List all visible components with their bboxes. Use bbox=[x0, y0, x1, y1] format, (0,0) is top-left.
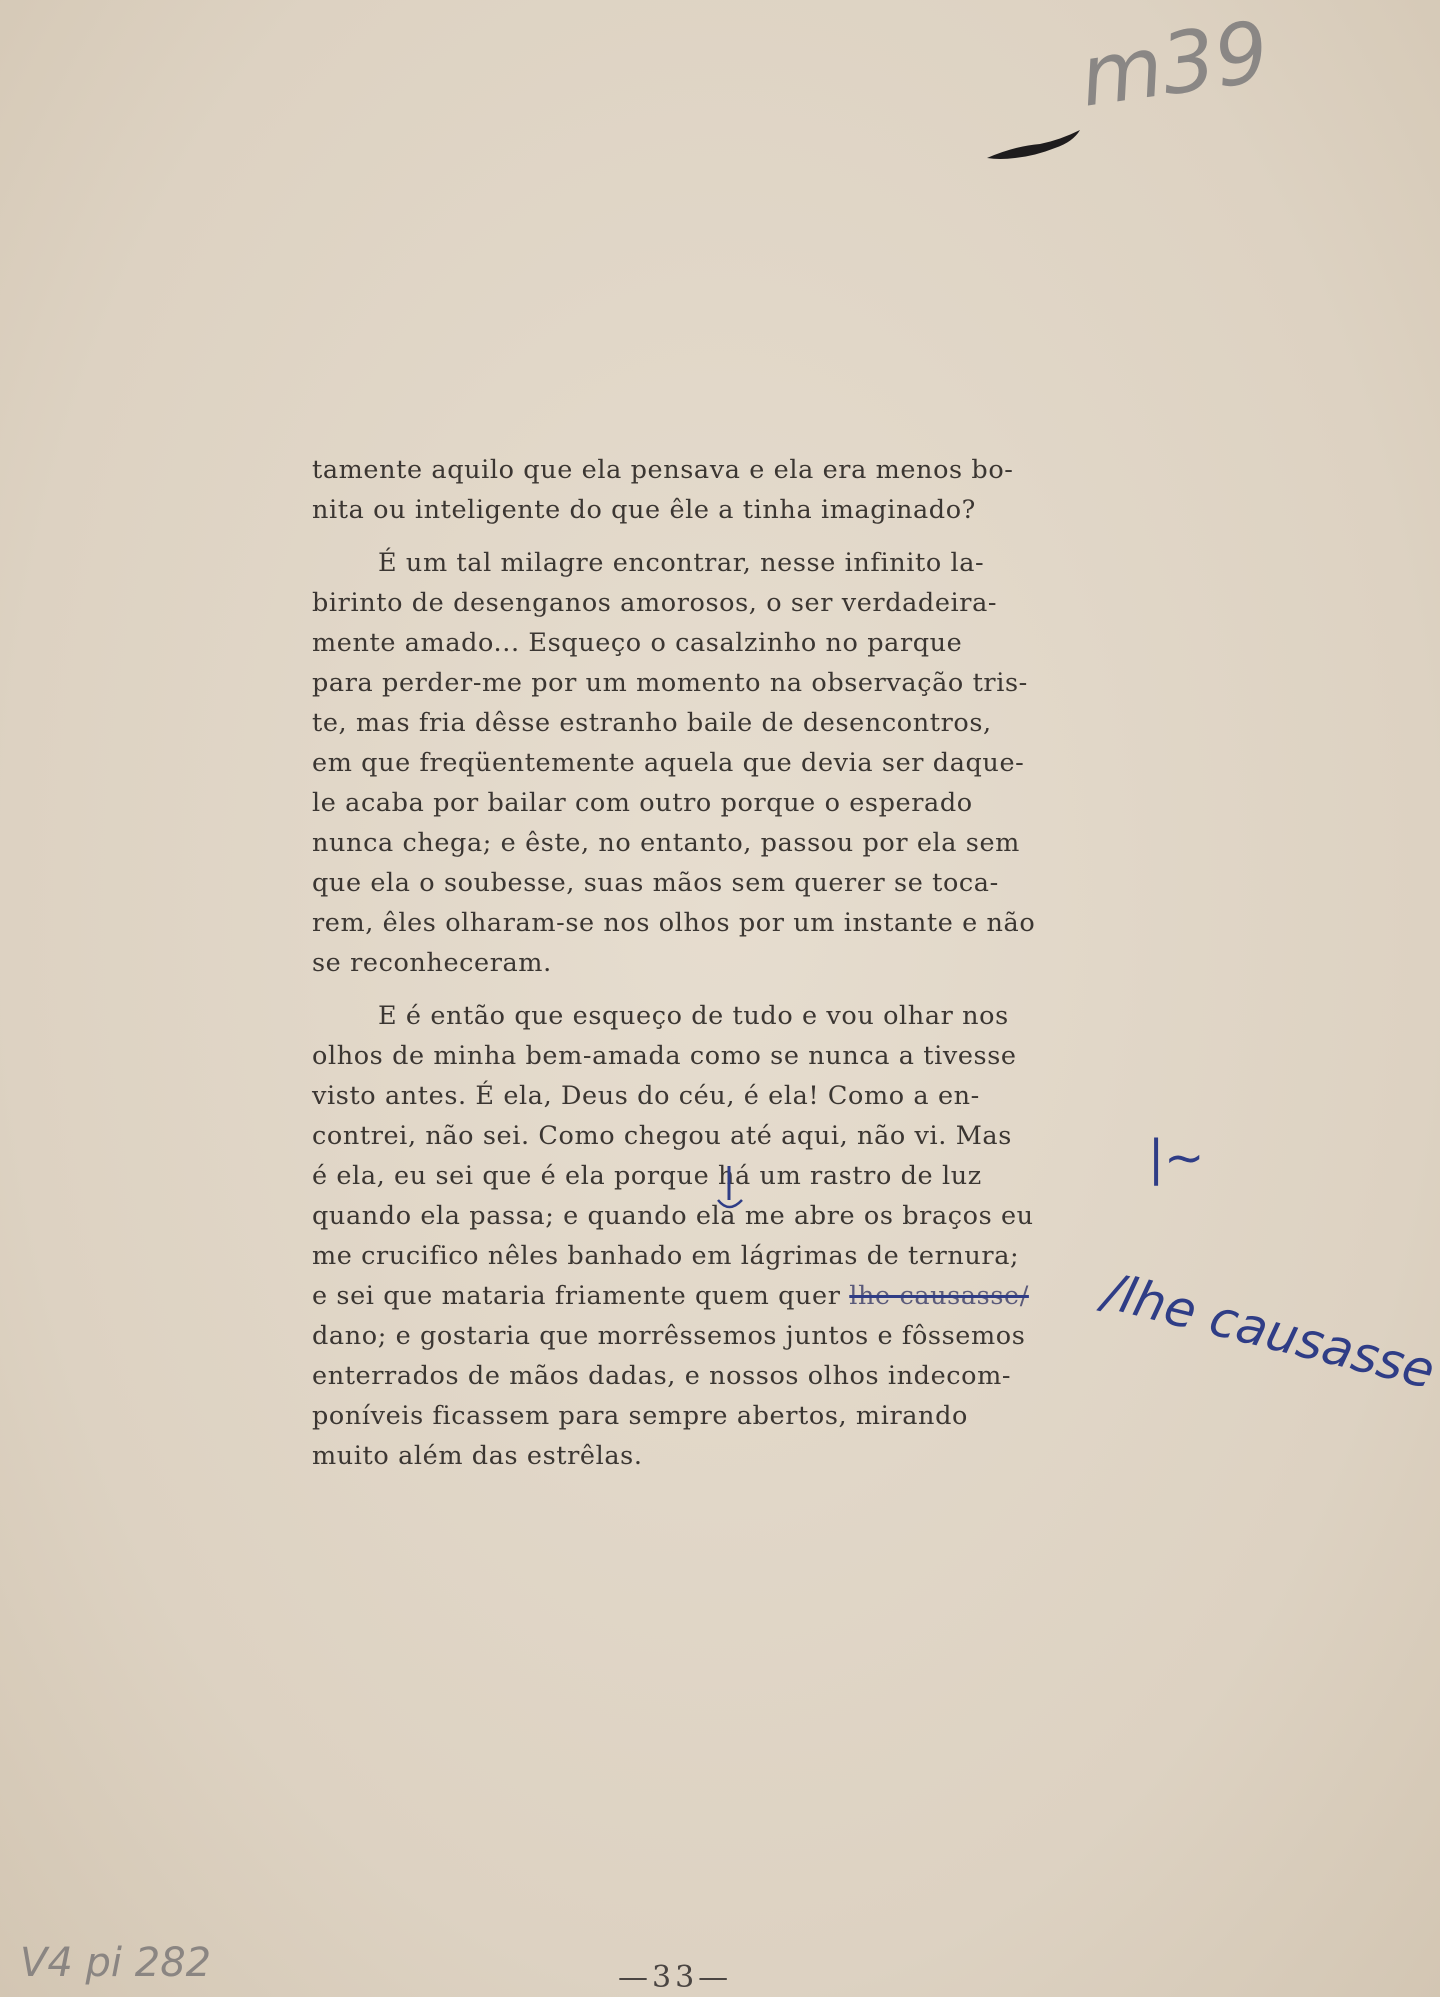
text-line: que ela o soubesse, suas mãos sem querer se toca- bbox=[312, 868, 999, 898]
text-line: é ela, eu sei que é ela porque há um rastro de luz bbox=[312, 1161, 982, 1191]
text-line: birinto de desenganos amorosos, o ser verdadeira- bbox=[312, 588, 998, 618]
text-line: rem, êles olharam-se nos olhos por um instante e não bbox=[312, 908, 1036, 938]
text-line: te, mas fria dêsse estranho baile de desencontros, bbox=[312, 708, 992, 738]
text-line: nunca chega; e êste, no entanto, passou por ela sem bbox=[312, 828, 1020, 858]
paragraph-1 bbox=[312, 450, 1082, 530]
text-line: tamente aquilo que ela pensava e ela era menos bo- bbox=[312, 455, 1014, 485]
text-line: para perder-me por um momento na observação tris- bbox=[312, 668, 1028, 698]
archive-mark-bottom: V4 pi 282 bbox=[20, 1940, 212, 1986]
text-line: contrei, não sei. Como chegou até aqui, não vi. Mas bbox=[312, 1121, 1012, 1151]
body-text bbox=[312, 450, 1082, 1489]
text-line: me crucifico nêles banhado em lágrimas de ternura; bbox=[312, 1241, 1020, 1271]
text-line: quando ela passa; e quando ela me abre os braços eu bbox=[312, 1201, 1034, 1231]
text-line: em que freqüentemente aquela que devia ser daque- bbox=[312, 748, 1025, 778]
text-line: muito além das estrêlas. bbox=[312, 1441, 643, 1471]
struck-text: lhe causasse/ bbox=[849, 1281, 1029, 1311]
text-line: visto antes. É ela, Deus do céu, é ela! Como a en- bbox=[312, 1081, 980, 1111]
text-line: E é então que esqueço de tudo e vou olhar nos bbox=[378, 1001, 1009, 1031]
text-line: olhos de minha bem-amada como se nunca a tivesse bbox=[312, 1041, 1017, 1071]
proof-caret-icon bbox=[714, 1160, 754, 1222]
text-line: É um tal milagre encontrar, nesse infinito la- bbox=[378, 548, 985, 578]
archive-mark-top: m39 bbox=[1074, 2, 1275, 126]
text-line: se reconheceram. bbox=[312, 948, 552, 978]
text-line: mente amado... Esqueço o casalzinho no parque bbox=[312, 628, 963, 658]
paragraph-3 bbox=[312, 996, 1082, 1476]
page-number: —33— bbox=[618, 1960, 733, 1995]
proof-insert-mark: |~ bbox=[1148, 1130, 1205, 1186]
ink-blot-icon bbox=[985, 128, 1085, 168]
text-line: dano; e gostaria que morrêssemos juntos e fôssemos bbox=[312, 1321, 1026, 1351]
text-line: poníveis ficassem para sempre abertos, mirando bbox=[312, 1401, 968, 1431]
paragraph-2 bbox=[312, 543, 1082, 983]
text-line: e sei que mataria friamente quem quer bbox=[312, 1281, 841, 1311]
proof-insert-text: /lhe causasse bbox=[1097, 1262, 1440, 1401]
text-line: enterrados de mãos dadas, e nossos olhos indecom- bbox=[312, 1361, 1012, 1391]
text-line: nita ou inteligente do que êle a tinha imaginado? bbox=[312, 495, 976, 525]
text-line: le acaba por bailar com outro porque o esperado bbox=[312, 788, 973, 818]
